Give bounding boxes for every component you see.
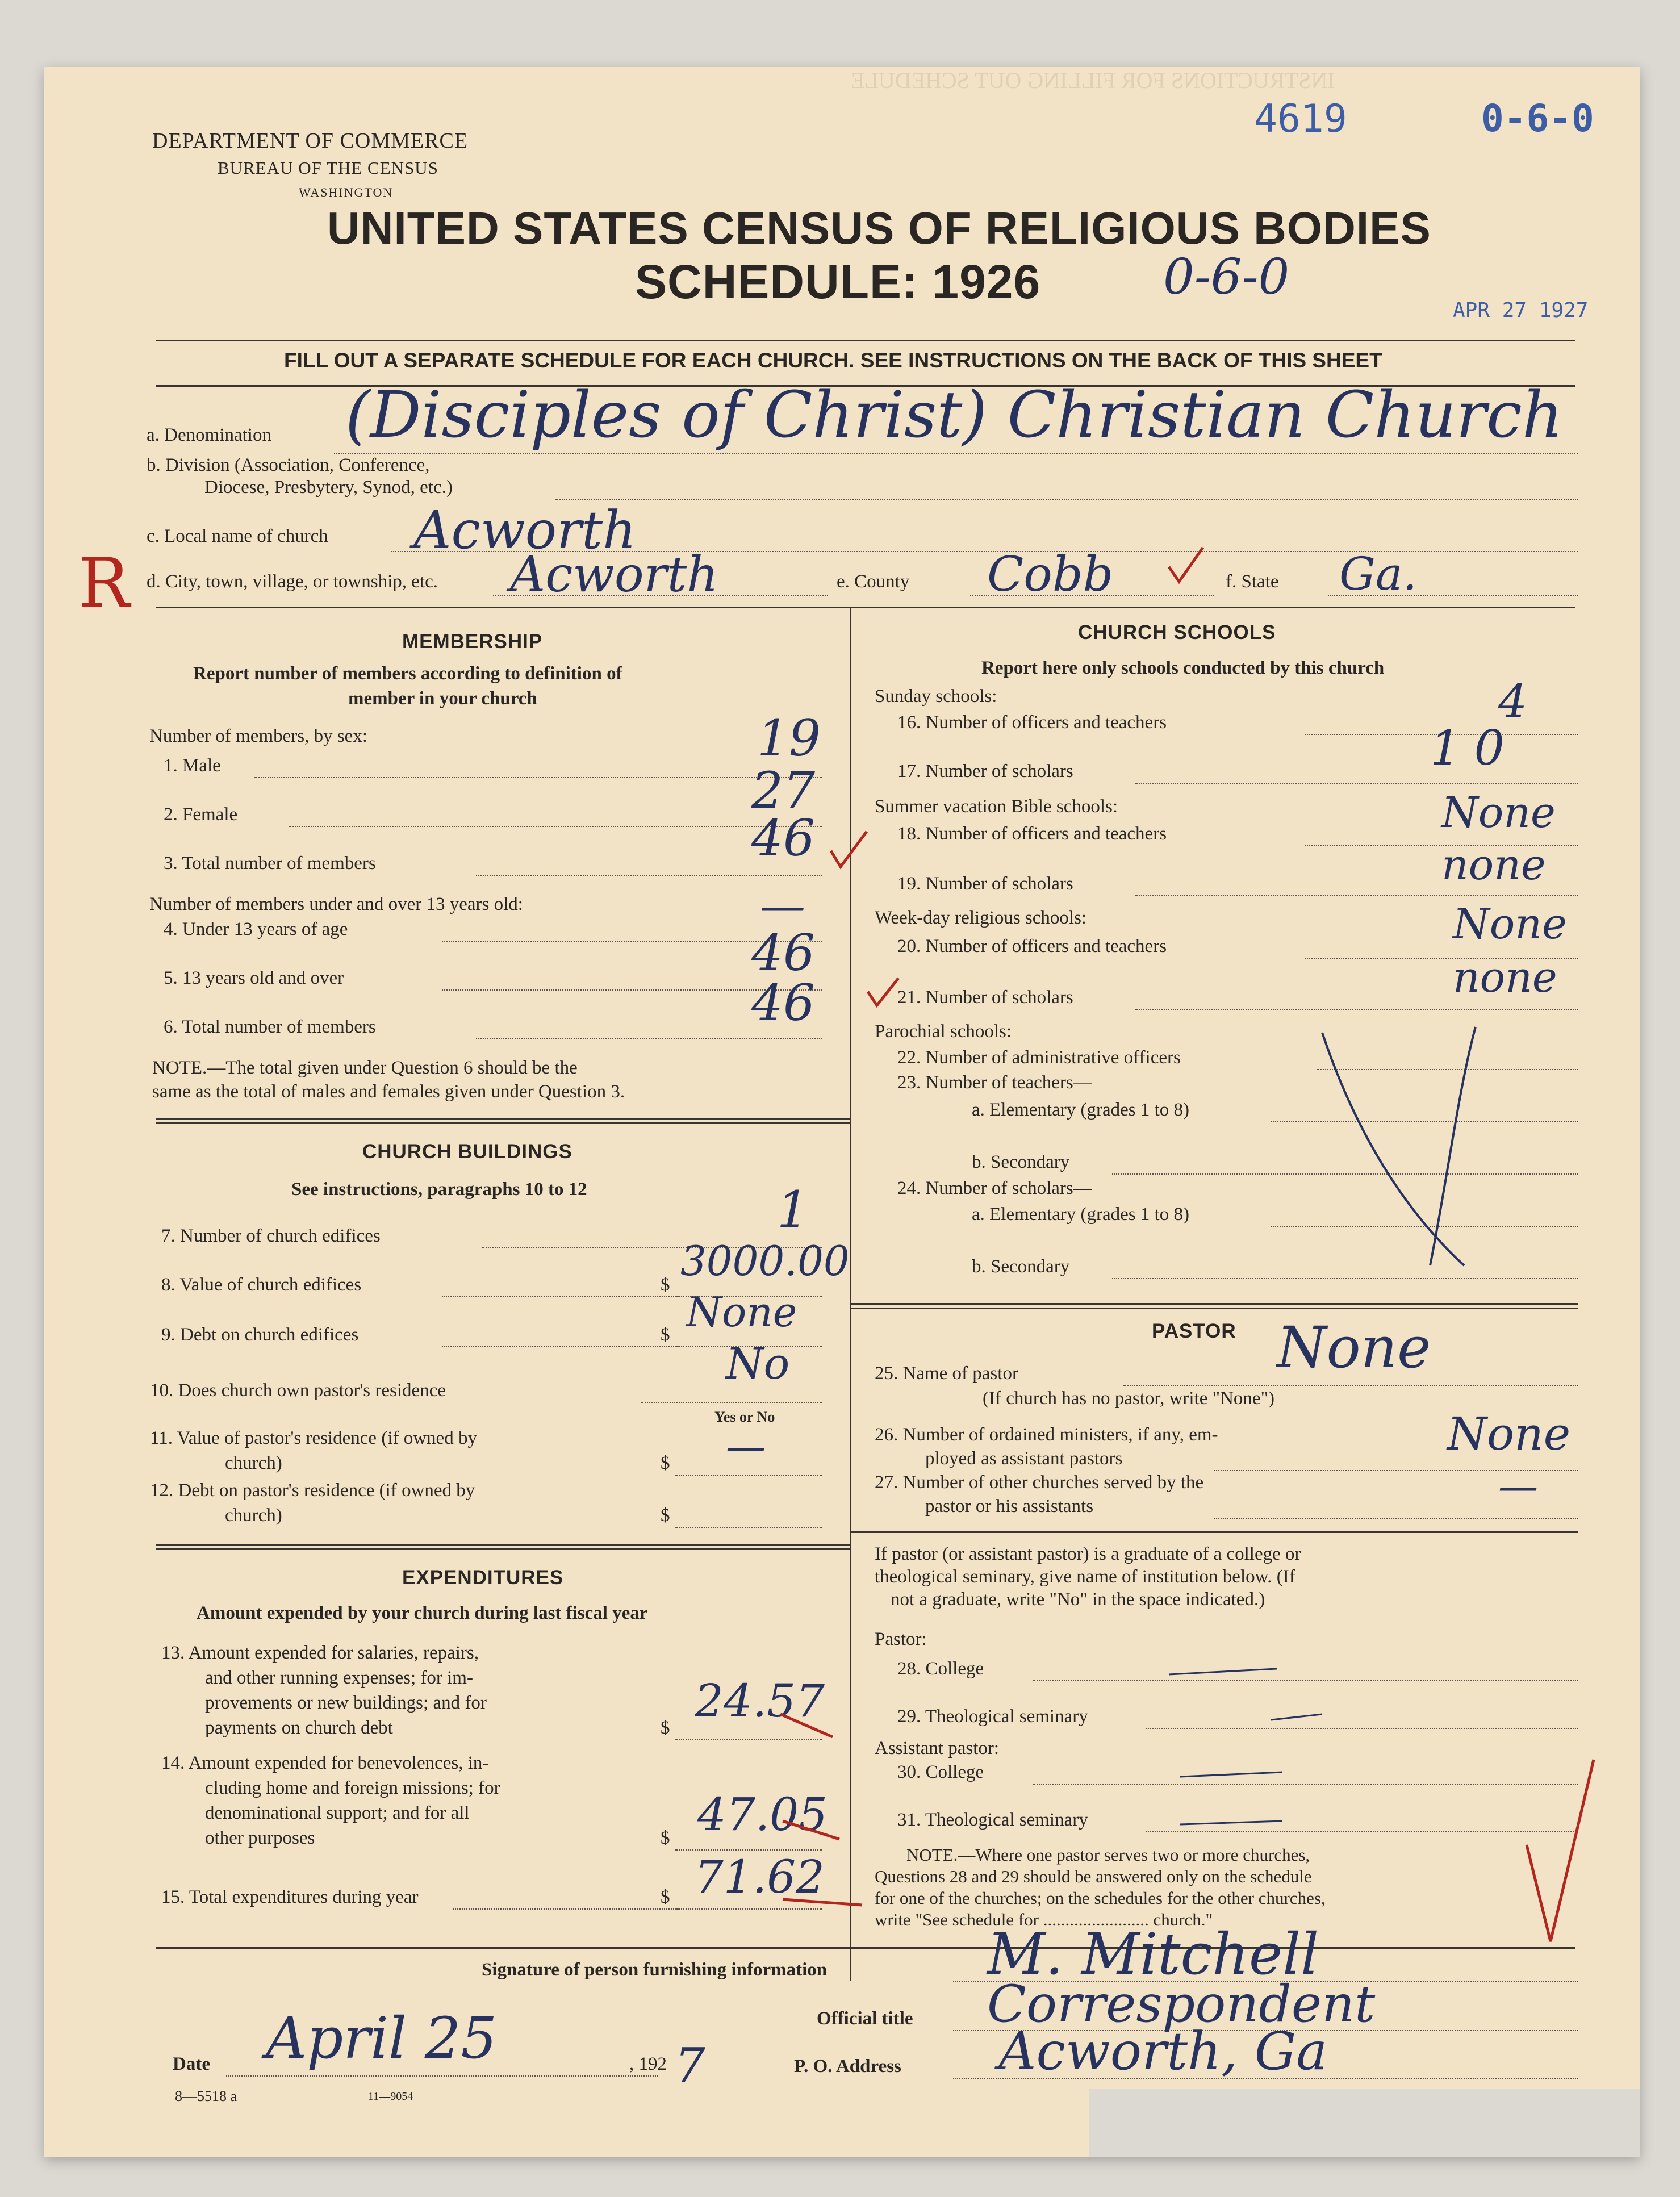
- q10-value[interactable]: No: [726, 1338, 790, 1389]
- q13-value[interactable]: 24.57: [695, 1674, 825, 1727]
- signature-value[interactable]: M. Mitchell: [987, 1921, 1319, 1987]
- division-label-2: Diocese, Presbytery, Synod, etc.): [204, 477, 453, 498]
- annotation-marks: [44, 67, 1640, 2157]
- city-name: WASHINGTON: [299, 185, 394, 199]
- q13-label-4: payments on church debt: [205, 1718, 393, 1738]
- expenditures-sub: Amount expended by your church during last fiscal year: [197, 1603, 648, 1623]
- local-name-label: c. Local name of church: [147, 526, 328, 546]
- q18-value[interactable]: None: [1441, 788, 1556, 837]
- graduate-note-2: theological seminary, give name of institution below. (If: [875, 1567, 1295, 1587]
- handwritten-code: 0-6-0: [1163, 249, 1290, 306]
- q1-label: 1. Male: [164, 755, 221, 776]
- pastor-note-3: for one of the churches; on the schedules for the other churches,: [875, 1888, 1326, 1908]
- q15-value[interactable]: 71.62: [695, 1851, 825, 1903]
- q7-value[interactable]: 1: [777, 1180, 809, 1239]
- age-heading: Number of members under and over 13 years old:: [149, 894, 523, 914]
- q20-label: 20. Number of officers and teachers: [897, 936, 1167, 957]
- q19-value[interactable]: none: [1441, 841, 1546, 889]
- q23-label: 23. Number of teachers—: [897, 1072, 1092, 1093]
- pastor-note-1: NOTE.—Where one pastor serves two or more churches,: [906, 1845, 1310, 1865]
- q23a-label: a. Elementary (grades 1 to 8): [972, 1100, 1190, 1120]
- schedule-year: SCHEDULE: 1926: [635, 255, 1041, 308]
- back-heading-showthrough: INSTRUCTIONS FOR FILLING OUT SCHEDULE: [851, 68, 1335, 93]
- po-address-value[interactable]: Acworth, Ga: [998, 2021, 1328, 2082]
- q26-label-1: 26. Number of ordained ministers, if any, em-: [875, 1425, 1218, 1445]
- q6-value[interactable]: 46: [751, 974, 815, 1032]
- buildings-sub: See instructions, paragraphs 10 to 12: [291, 1179, 587, 1200]
- red-mark-q15: [783, 1899, 862, 1905]
- schools-sub: Report here only schools conducted by this church: [981, 658, 1385, 678]
- q14-label-3: denominational support; and for all: [205, 1803, 470, 1823]
- pastor-label: Pastor:: [875, 1629, 927, 1649]
- form-title: UNITED STATES CENSUS OF RELIGIOUS BODIES: [327, 203, 1431, 253]
- q13-label-1: 13. Amount expended for salaries, repairs,: [161, 1643, 479, 1663]
- q8-dollar: $: [661, 1275, 670, 1295]
- q9-label: 9. Debt on church edifices: [161, 1325, 359, 1345]
- q9-dollar: $: [661, 1325, 670, 1345]
- q2-label: 2. Female: [164, 804, 238, 825]
- q17-label: 17. Number of scholars: [897, 761, 1073, 782]
- q27-value[interactable]: —: [1498, 1463, 1538, 1510]
- buildings-heading: CHURCH BUILDINGS: [362, 1141, 572, 1163]
- q13-label-3: provements or new buildings; and for: [205, 1693, 487, 1713]
- instruction-banner: FILL OUT A SEPARATE SCHEDULE FOR EACH CHURCH. SEE INSTRUCTIONS ON THE BACK OF THIS SHEET: [284, 349, 1382, 372]
- q11-value[interactable]: —: [726, 1423, 766, 1470]
- q12-dollar: $: [661, 1505, 670, 1526]
- by-sex-label: Number of members, by sex:: [149, 726, 367, 746]
- q15-dollar: $: [661, 1887, 670, 1907]
- county-value[interactable]: Cobb: [987, 546, 1114, 602]
- q20-value[interactable]: None: [1453, 900, 1567, 949]
- q14-label-4: other purposes: [205, 1828, 315, 1848]
- q3-label: 3. Total number of members: [164, 853, 376, 874]
- q14-label-2: cluding home and foreign missions; for: [205, 1778, 500, 1798]
- graduate-note-3: not a graduate, write "No" in the space indicated.): [891, 1589, 1265, 1610]
- torn-corner: [1089, 2089, 1640, 2157]
- q13-label-2: and other running expenses; for im-: [205, 1668, 473, 1688]
- q5-label: 5. 13 years old and over: [164, 968, 344, 988]
- pastor-heading: PASTOR: [1152, 1320, 1236, 1342]
- pastor-note-2: Questions 28 and 29 should be answered only on the schedule: [875, 1866, 1312, 1886]
- q9-value[interactable]: None: [686, 1288, 797, 1336]
- yes-or-no-hint: Yes or No: [714, 1409, 775, 1425]
- q8-value[interactable]: 3000.00: [680, 1237, 850, 1285]
- assistant-pastor-label: Assistant pastor:: [875, 1738, 1000, 1759]
- weekday-schools-label: Week-day religious schools:: [875, 908, 1087, 928]
- q1-value[interactable]: 19: [757, 709, 821, 767]
- dept-name: DEPARTMENT OF COMMERCE: [152, 129, 469, 153]
- q11-label-1: 11. Value of pastor's residence (if owned by: [150, 1428, 477, 1448]
- q11-label-2: church): [225, 1453, 282, 1473]
- q23b-label: b. Secondary: [972, 1152, 1070, 1172]
- red-check-members: [831, 832, 867, 867]
- membership-note-1: NOTE.—The total given under Question 6 should be the: [152, 1058, 578, 1078]
- q10-label: 10. Does church own pastor's residence: [150, 1380, 446, 1401]
- q27-label-1: 27. Number of other churches served by the: [875, 1472, 1204, 1493]
- q25-note: (If church has no pastor, write "None"): [983, 1388, 1275, 1409]
- q26-label-2: ployed as assistant pastors: [925, 1448, 1123, 1469]
- state-label: f. State: [1226, 571, 1279, 592]
- q6-label: 6. Total number of members: [164, 1017, 376, 1037]
- schools-heading: CHURCH SCHOOLS: [1078, 621, 1276, 644]
- q11-dollar: $: [661, 1453, 670, 1473]
- q4-value[interactable]: —: [760, 879, 805, 932]
- census-schedule-sheet: [44, 67, 1640, 2157]
- date-label: Date: [173, 2054, 210, 2074]
- date-value[interactable]: April 25: [266, 2005, 498, 2071]
- q24-label: 24. Number of scholars—: [897, 1178, 1092, 1198]
- pastor-note-4: write "See schedule for ........................ church.": [875, 1910, 1213, 1929]
- q14-dollar: $: [661, 1828, 670, 1848]
- blue-dash-q29: [1271, 1714, 1322, 1720]
- q31-label: 31. Theological seminary: [897, 1810, 1088, 1830]
- code-stamp: 0-6-0: [1481, 97, 1594, 140]
- red-mark-q13: [780, 1714, 833, 1737]
- q8-label: 8. Value of church edifices: [161, 1275, 362, 1295]
- q30-label: 30. College: [897, 1762, 984, 1782]
- q26-value[interactable]: None: [1447, 1407, 1571, 1460]
- q2-value[interactable]: 27: [751, 761, 815, 820]
- year-value[interactable]: 7: [675, 2038, 705, 2094]
- q27-label-2: pastor or his assistants: [925, 1496, 1094, 1517]
- q25-value[interactable]: None: [1277, 1314, 1431, 1381]
- file-number-stamp: 4619: [1254, 97, 1347, 141]
- q4-label: 4. Under 13 years of age: [164, 919, 348, 939]
- denomination-value[interactable]: (Disciples of Christ) Christian Church: [345, 378, 1564, 452]
- q14-label-1: 14. Amount expended for benevolences, in-: [161, 1753, 489, 1773]
- red-mark-q14: [783, 1821, 839, 1839]
- membership-intro-2: member in your church: [348, 688, 537, 709]
- blue-dash-q30: [1180, 1772, 1282, 1777]
- local-name-value[interactable]: Acworth: [413, 500, 637, 561]
- graduate-note-1: If pastor (or assistant pastor) is a graduate of a college or: [875, 1544, 1301, 1564]
- denomination-label: a. Denomination: [147, 425, 271, 445]
- bureau-name: BUREAU OF THE CENSUS: [218, 158, 438, 178]
- membership-heading: MEMBERSHIP: [402, 630, 543, 653]
- q12-label-1: 12. Debt on pastor's residence (if owned by: [150, 1480, 475, 1501]
- official-title-value[interactable]: Correspondent: [987, 1974, 1376, 2034]
- q18-label: 18. Number of officers and teachers: [897, 824, 1167, 844]
- membership-note-2: same as the total of males and females given under Question 3.: [152, 1081, 625, 1102]
- q13-dollar: $: [661, 1718, 670, 1738]
- q7-label: 7. Number of church edifices: [161, 1226, 381, 1246]
- signature-label: Signature of person furnishing information: [482, 1960, 828, 1980]
- q24b-label: b. Secondary: [972, 1256, 1070, 1277]
- q19-label: 19. Number of scholars: [897, 874, 1073, 894]
- q29-label: 29. Theological seminary: [897, 1706, 1088, 1727]
- county-label: e. County: [837, 571, 910, 592]
- po-address-label: P. O. Address: [794, 2056, 901, 2077]
- q28-label: 28. College: [897, 1659, 984, 1679]
- sunday-schools-label: Sunday schools:: [875, 686, 997, 707]
- blue-x-stroke-1: [1322, 1033, 1464, 1265]
- expenditures-heading: EXPENDITURES: [402, 1567, 564, 1589]
- q15-label: 15. Total expenditures during year: [161, 1887, 419, 1907]
- q21-value[interactable]: none: [1453, 953, 1557, 1002]
- state-value[interactable]: Ga.: [1339, 548, 1418, 600]
- q16-label: 16. Number of officers and teachers: [897, 712, 1167, 733]
- blue-dash-q28: [1169, 1669, 1277, 1674]
- q3-value[interactable]: 46: [751, 809, 815, 867]
- red-check-county: [1169, 548, 1203, 582]
- q21-label: 21. Number of scholars: [897, 987, 1073, 1008]
- official-title-label: Official title: [817, 2008, 913, 2029]
- parochial-schools-label: Parochial schools:: [875, 1021, 1012, 1042]
- received-date-stamp: APR 27 1927: [1453, 299, 1589, 322]
- blue-dash-q31: [1180, 1821, 1282, 1824]
- city-value[interactable]: Acworth: [510, 546, 718, 603]
- q14-value[interactable]: 47.05: [697, 1788, 828, 1841]
- q22-label: 22. Number of administrative officers: [897, 1047, 1181, 1068]
- q12-label-2: church): [225, 1505, 282, 1526]
- year-prefix: , 192: [629, 2054, 667, 2074]
- division-label: b. Division (Association, Conference,: [147, 455, 430, 475]
- form-number: 8—5518 a: [175, 2088, 237, 2104]
- q5-value[interactable]: 46: [751, 924, 815, 982]
- red-check-final: [1527, 1760, 1594, 1941]
- q25-label: 25. Name of pastor: [875, 1363, 1018, 1384]
- summer-schools-label: Summer vacation Bible schools:: [875, 796, 1118, 817]
- q24a-label: a. Elementary (grades 1 to 8): [972, 1204, 1190, 1225]
- red-check-schools: [868, 978, 898, 1005]
- q16-value[interactable]: 4: [1498, 675, 1527, 728]
- city-label: d. City, town, village, or township, etc.: [147, 571, 438, 592]
- review-mark-r: R: [78, 544, 130, 623]
- blue-x-stroke-2: [1430, 1027, 1476, 1265]
- membership-intro-1: Report number of members according to definition of: [193, 663, 622, 684]
- print-number: 11—9054: [368, 2090, 413, 2103]
- q17-value[interactable]: 10: [1430, 720, 1518, 776]
